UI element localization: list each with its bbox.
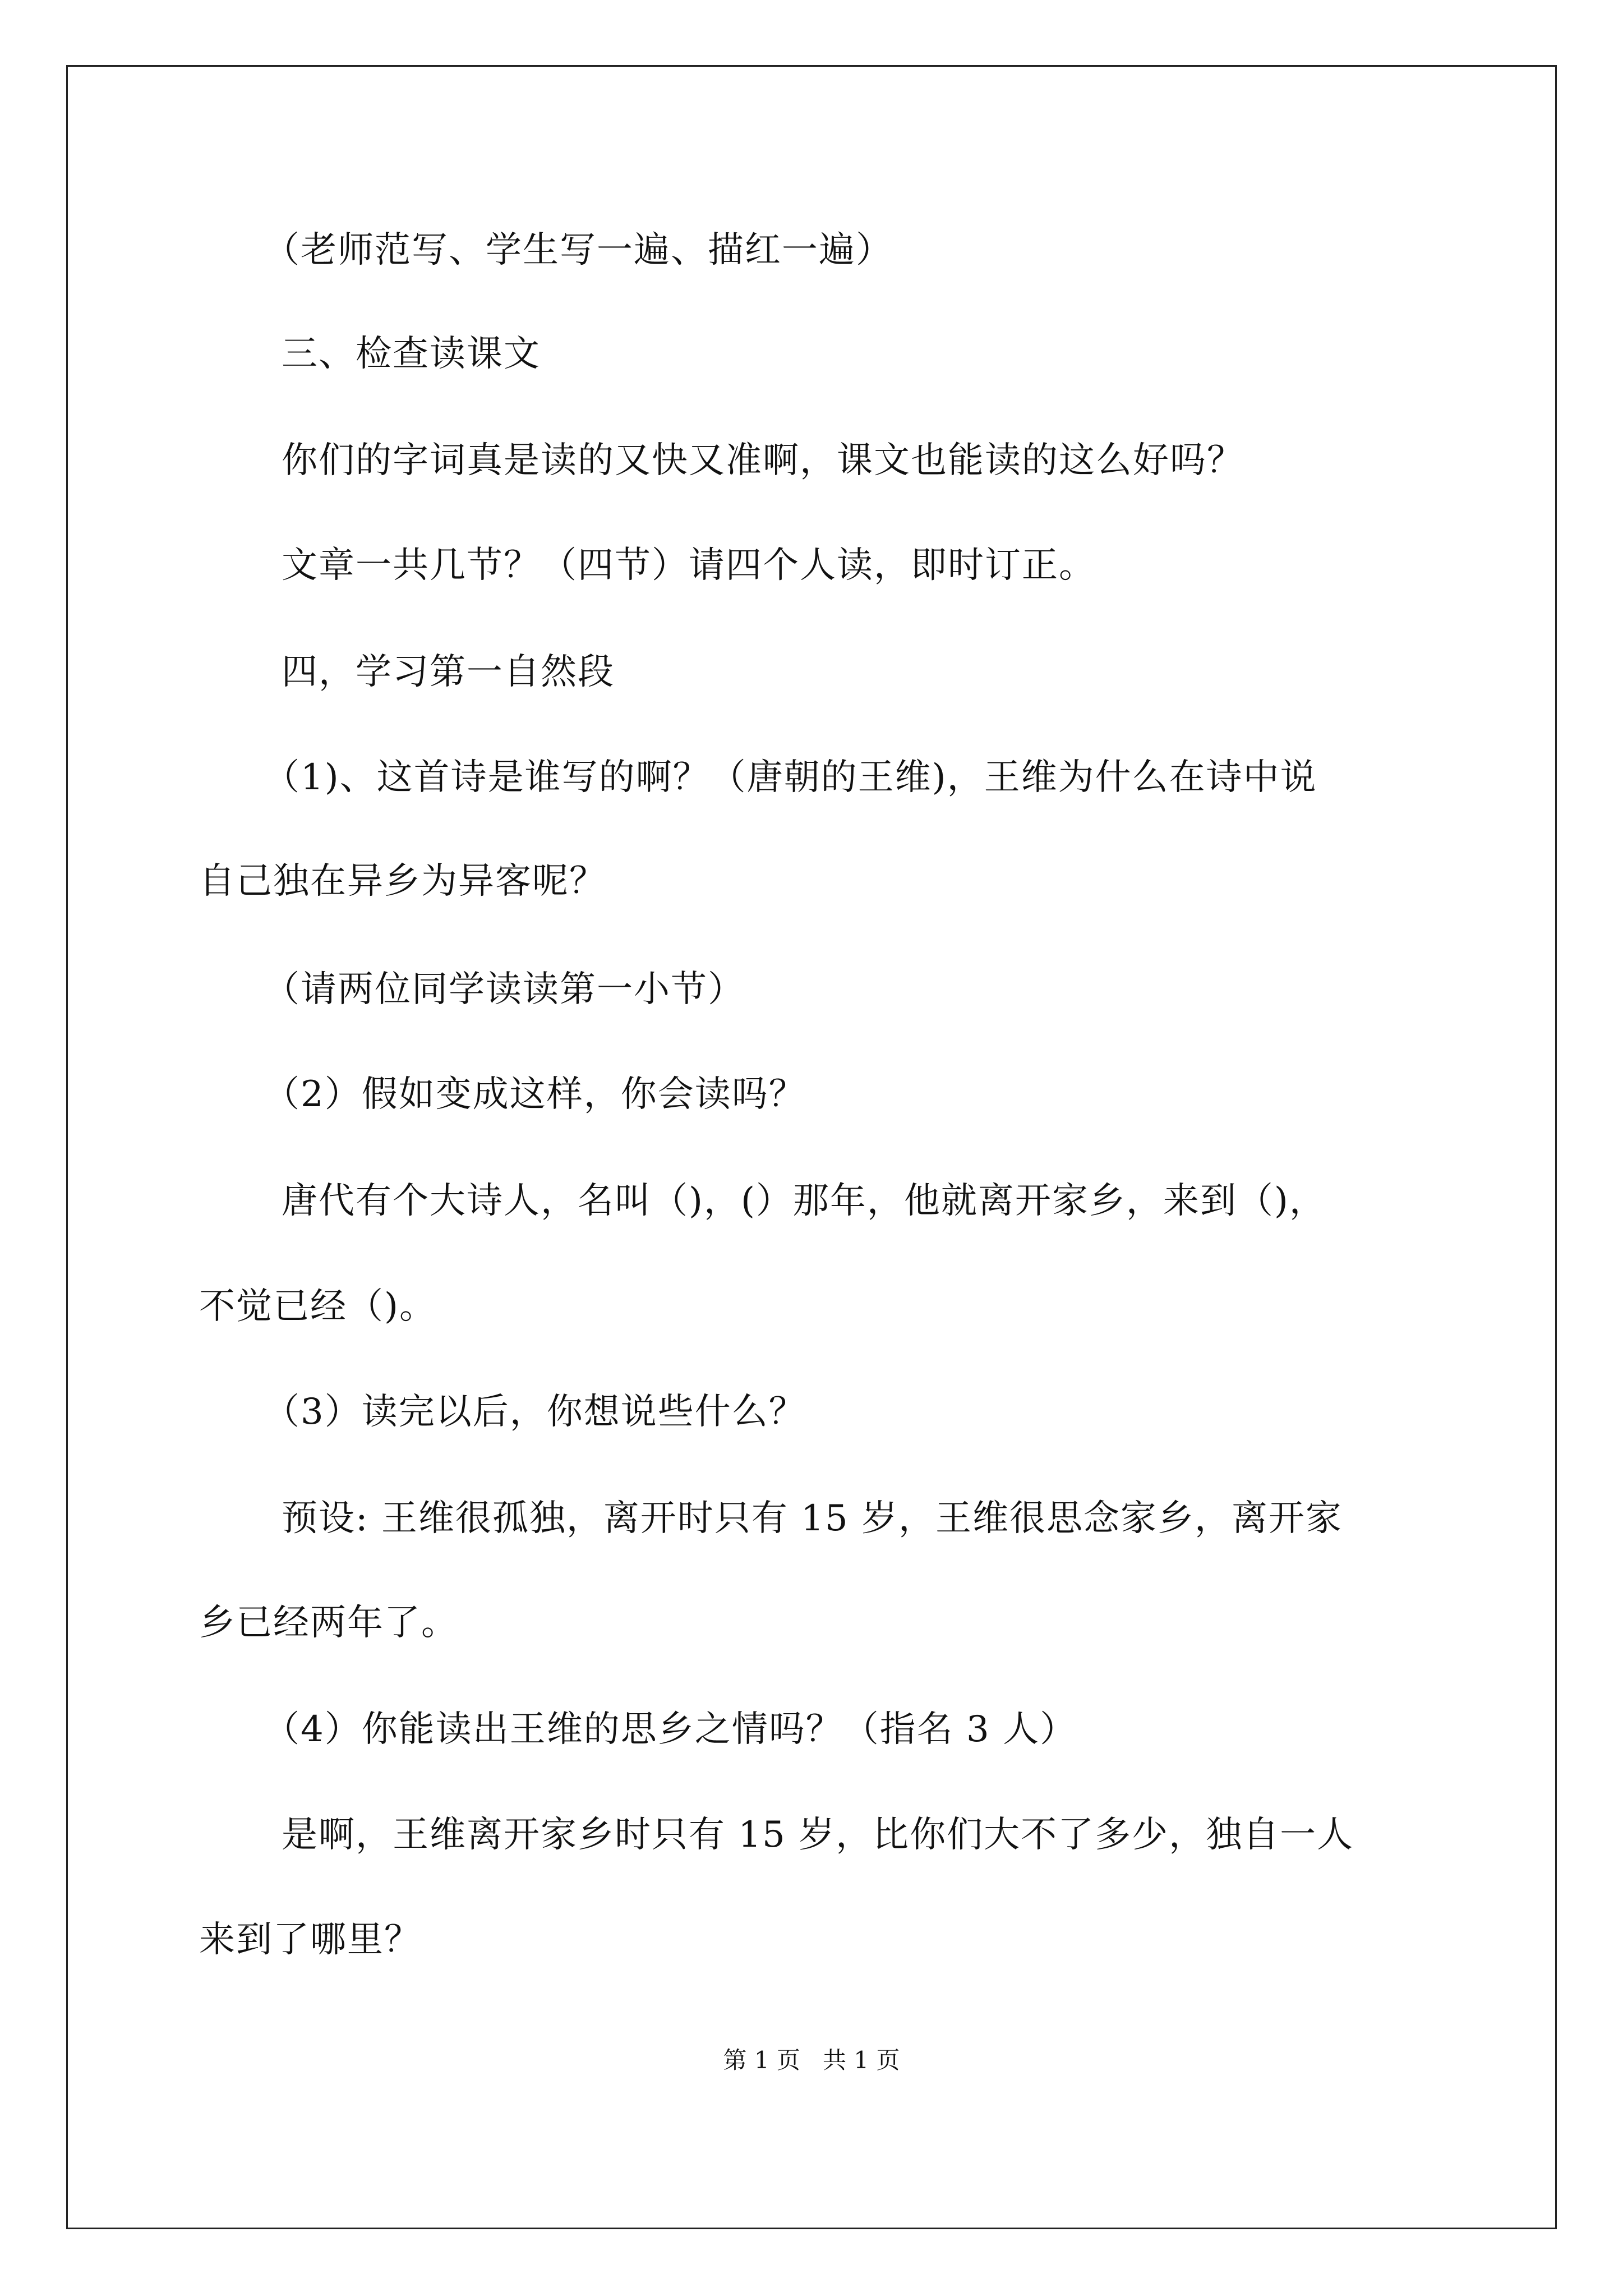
paragraph-line-13: 预设: 王维很孤独，离开时只有 15 岁，王维很思念家乡，离开家 [282, 1498, 1343, 1539]
paragraph-line-1: （老师范写、学生写一遍、描红一遍） [264, 229, 893, 271]
page-footer [0, 2046, 1623, 2074]
paragraph-line-11: 不觉已经（)。 [199, 1286, 436, 1327]
paragraph-line-10: 唐代有个大诗人，名叫（)，(）那年，他就离开家乡，来到（)， [282, 1180, 1326, 1222]
paragraph-line-3: 你们的字词真是读的又快又准啊，课文也能读的这么好吗？ [282, 440, 1244, 481]
page-border [66, 65, 1557, 2229]
paragraph-line-16: 是啊，王维离开家乡时只有 15 岁，比你们大不了多少，独自一人 [282, 1814, 1354, 1856]
paragraph-line-9: （2）假如变成这样，你会读吗？ [264, 1074, 806, 1115]
paragraph-line-7: 自己独在异乡为异客呢？ [199, 861, 606, 902]
paragraph-line-14: 乡已经两年了。 [199, 1602, 458, 1644]
paragraph-line-4: 文章一共几节？（四节）请四个人读，即时订正。 [282, 545, 1096, 586]
paragraph-line-17: 来到了哪里？ [199, 1919, 421, 1961]
paragraph-line-8: （请两位同学读读第一小节） [264, 969, 745, 1010]
section-heading-3: 三、检查读课文 [282, 333, 541, 375]
paragraph-line-15: （4）你能读出王维的思乡之情吗？（指名 3 人） [264, 1709, 1077, 1750]
paragraph-line-6: （1)、这首诗是谁写的啊？（唐朝的王维)，王维为什么在诗中说 [264, 757, 1317, 798]
paragraph-line-12: （3）读完以后，你想说些什么？ [264, 1391, 806, 1433]
section-heading-4: 四，学习第一自然段 [282, 651, 615, 693]
page-number: 第 1 页 共 1 页 [723, 2046, 900, 2074]
